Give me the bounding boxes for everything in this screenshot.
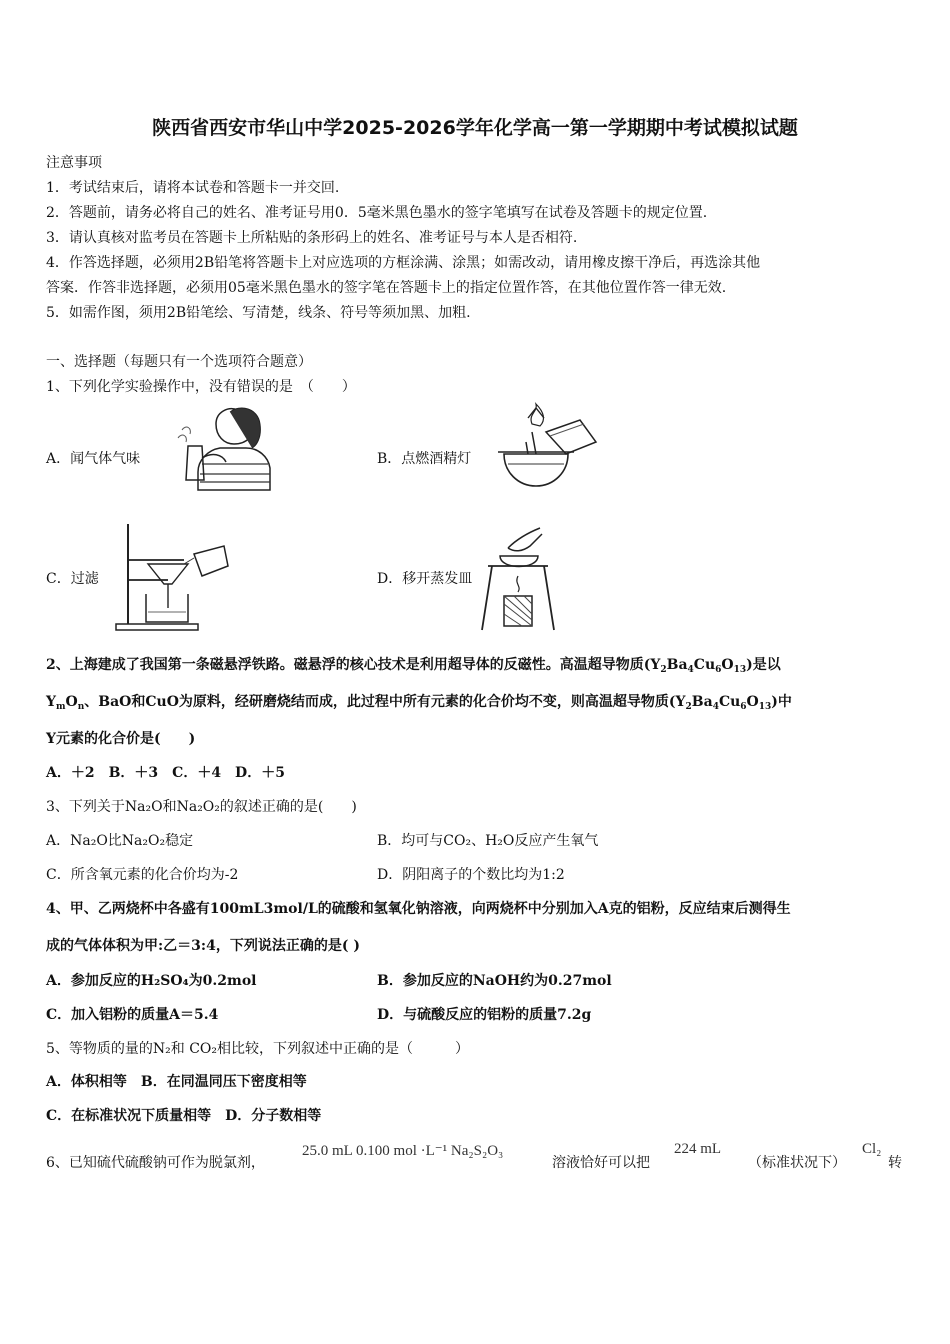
- filtration-illustration: [108, 520, 233, 632]
- q1-option-c: C．过滤: [46, 571, 99, 587]
- q1-option-b: B．点燃酒精灯: [377, 451, 472, 467]
- q6-text-1: 6、已知硫代硫酸钠可作为脱氯剂，: [46, 1155, 265, 1171]
- notice-item: 3．请认真核对监考员在答题卡上所粘贴的条形码上的姓名、准考证号与本人是否相符.: [46, 230, 578, 246]
- q6-formula-1: 25.0 mL 0.100 mol ·L⁻¹ Na₂S₂O₃: [302, 1143, 504, 1159]
- section-heading: 一、选择题（每题只有一个选项符合题意）: [46, 354, 312, 370]
- q3-option-a: A．Na₂O比Na₂O₂稳定: [46, 833, 194, 849]
- notice-heading: 注意事项: [46, 155, 102, 171]
- q4-option-a: A．参加反应的H₂SO₄为0.2mol: [46, 973, 257, 989]
- q5-stem: 5、等物质的量的N₂和 CO₂相比较，下列叙述中正确的是（ ）: [46, 1041, 470, 1057]
- alcohol-lamp-illustration: [488, 402, 603, 490]
- notice-item: 5．如需作图，须用2B铅笔绘、写清楚，线条、符号等须加黑、加粗.: [46, 305, 471, 321]
- notice-item: 2．答题前，请务必将自己的姓名、准考证号用0．5毫米黑色墨水的签字笔填写在试卷及答题卡的规定位置.: [46, 205, 708, 221]
- evaporating-dish-illustration: [478, 526, 560, 632]
- q4-option-c: C．加入铝粉的质量A＝5.4: [46, 1007, 219, 1023]
- q3-option-c: C．所含氧元素的化合价均为-2: [46, 867, 239, 883]
- q2-line3: Y元素的化合价是( ): [46, 731, 196, 747]
- q1-option-d: D．移开蒸发皿: [377, 571, 473, 587]
- page-title: 陕西省西安市华山中学2025-2026学年化学高一第一学期期中考试模拟试题: [152, 117, 798, 139]
- q2-line2: $Y_mO_n$、BaO和CuO为原料，经研磨烧结而成，此过程中所有元素的化合价均不变，则高温超导物质$(Y_2Ba_4Cu_6O_{13})$中: [46, 694, 792, 712]
- smelling-gas-illustration: [168, 402, 278, 492]
- q4-option-d: D．与硫酸反应的铝粉的质量7.2g: [377, 1007, 592, 1023]
- q3-stem: 3、下列关于Na₂O和Na₂O₂的叙述正确的是( ): [46, 799, 357, 815]
- notice-item: 答案．作答非选择题，必须用05毫米黑色墨水的签字笔在答题卡上的指定位置作答，在其他位置作答一律无效.: [46, 280, 727, 296]
- q2-options: A．＋2 B．＋3 C．＋4 D．＋5: [46, 765, 285, 781]
- notice-item: 4．作答选择题，必须用2B铅笔将答题卡上对应选项的方框涂满、涂黑；如需改动，请用橡皮擦干净后，再选涂其他: [46, 255, 761, 271]
- q4-line1: 4、甲、乙两烧杯中各盛有100mL3mol/L的硫酸和氢氧化钠溶液，向两烧杯中分别加入A克的铝粉，反应结束后测得生: [46, 901, 791, 917]
- q6-text-2: 溶液恰好可以把: [552, 1155, 650, 1171]
- q6-formula-2: 224 mL: [674, 1141, 722, 1157]
- q6-text-4: 转: [888, 1155, 902, 1171]
- notice-item: 1．考试结束后，请将本试卷和答题卡一并交回.: [46, 180, 340, 196]
- q2-line1: 2、上海建成了我国第一条磁悬浮铁路。磁悬浮的核心技术是利用超导体的反磁性。高温超导物质$(Y_2Ba_4Cu_6O_{13})$是以: [46, 657, 781, 675]
- q3-option-d: D．阴阳离子的个数比均为1:2: [377, 867, 565, 883]
- q1-stem: 1、下列化学实验操作中，没有错误的是 （ ）: [46, 379, 356, 395]
- q4-line2: 成的气体体积为甲:乙＝3:4，下列说法正确的是( ): [46, 938, 360, 954]
- q5-options-cd: C．在标准状况下质量相等 D．分子数相等: [46, 1108, 322, 1124]
- q3-option-b: B．均可与CO₂、H₂O反应产生氧气: [377, 833, 599, 849]
- q6-text-3: （标准状况下）: [748, 1155, 846, 1171]
- q6-formula-3: Cl₂: [862, 1141, 882, 1157]
- q4-option-b: B．参加反应的NaOH约为0.27mol: [377, 973, 612, 989]
- q1-option-a: A．闻气体气味: [46, 451, 141, 467]
- q5-options-ab: A．体积相等 B．在同温同压下密度相等: [46, 1074, 307, 1090]
